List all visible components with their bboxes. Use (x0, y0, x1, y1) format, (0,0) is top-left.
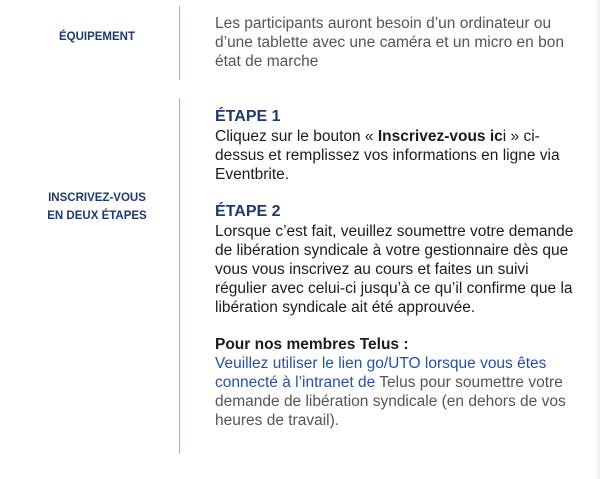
step2-title: ÉTAPE 2 (215, 203, 281, 220)
registration-divider (179, 98, 180, 454)
registration-label (22, 189, 172, 225)
step1-text-before: Cliquez sur le bouton « (215, 128, 378, 145)
register-button-link[interactable]: Inscrivez-vous ic (377, 128, 503, 145)
registration-content (215, 107, 575, 430)
equipment-label: ÉQUIPEMENT (58, 31, 136, 43)
registration-label-line2: EN DEUX ÉTAPES (47, 210, 147, 222)
telus-heading: Pour nos membres Telus : (215, 336, 409, 353)
equipment-text: Les participants auront besoin d’un ordinateur ou d’une tablette avec une caméra et un micro en bon état de marche (215, 15, 564, 70)
equipment-divider (179, 6, 180, 80)
uto-link[interactable]: Veuillez utiliser le lien go/UTO lorsque vous êtes connecté à l’intranet de (215, 355, 547, 391)
step1-text (215, 127, 575, 184)
step1-title: ÉTAPE 1 (215, 108, 281, 125)
registration-label-line1: INSCRIVEZ-VOUS (48, 192, 146, 204)
step1-link-tail: i (502, 128, 507, 145)
right-edge-shadow (594, 0, 600, 479)
telus-text-after: Telus pour soumettre votre demande de libération syndicale (en dehors de vos heures de travail). (215, 374, 566, 429)
step1-text-after: » ci-dessus et remplissez vos informations en ligne via Eventbrite. (215, 128, 560, 183)
step2-text: Lorsque c’est fait, veuillez soumettre votre demande de libération syndicale à votre gestionnaire dès que vous vous inscrivez au cours et faites un suivi régulier avec celui-ci jusqu’à ce qu’il confirme que la libération syndicale ait été approuvée. (215, 223, 574, 316)
telus-text (215, 354, 575, 430)
